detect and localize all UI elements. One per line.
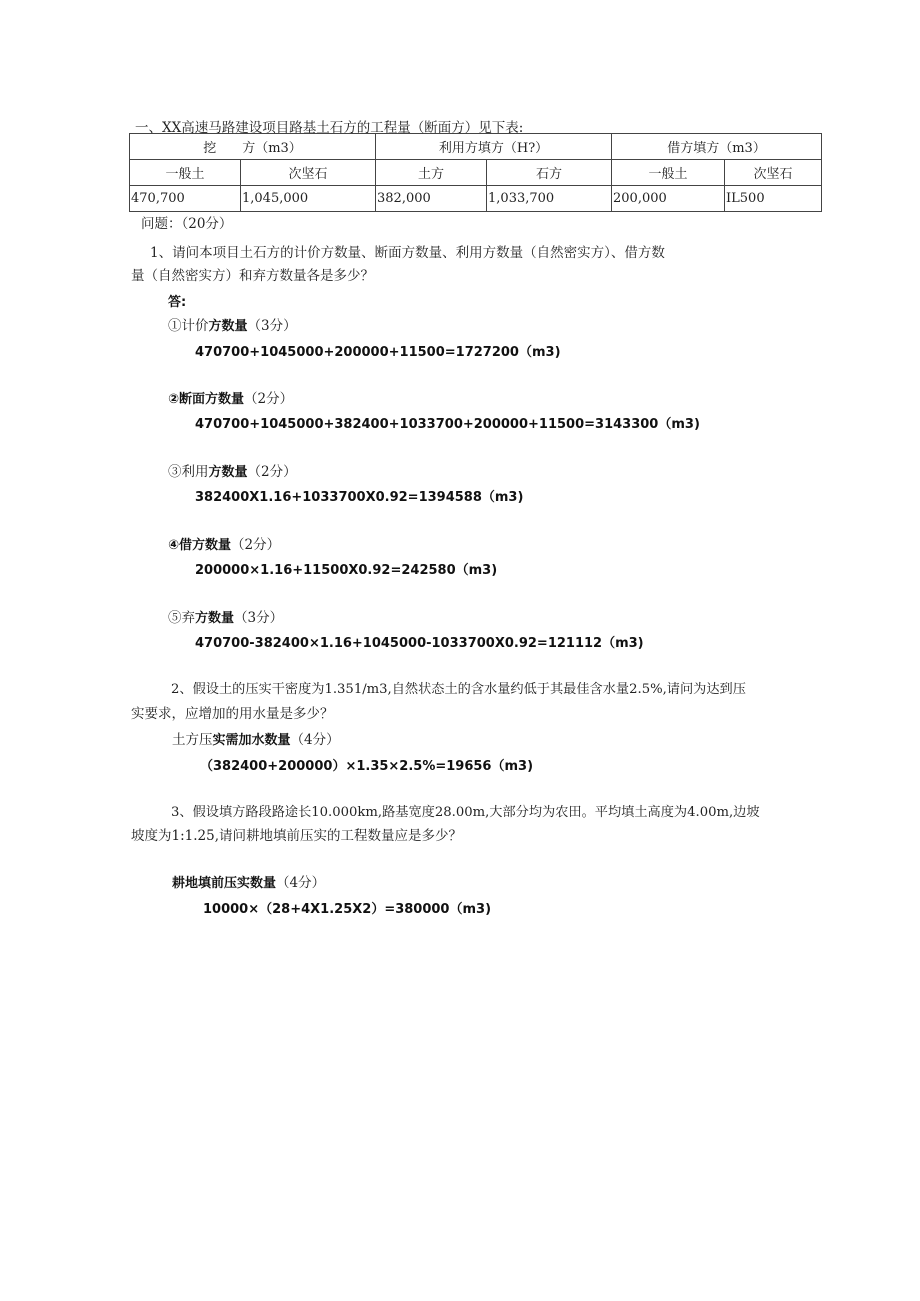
answer-item-heading [168,314,297,334]
earthwork-quantity-table [129,133,822,212]
question-3-line-1: 3、假设填方路段路途长10.000km,路基宽度28.00m,大部分均为农田。平均填土高度为4.00m,边坡 [171,805,760,820]
table-subheader: 一般土 [130,160,241,186]
question-1-line-2: 量（自然密实方）和弃方数量各是多少？ [131,268,374,284]
question-1-line-1: 1、请问本项目土石方的计价方数量、断面方数量、利用方数量（自然密实方）、借方数 [150,245,665,261]
item-title: 方数量 [195,611,235,626]
table-group-header-row [130,134,822,160]
table-subheader-row [130,160,822,186]
item-title: 方数量 [208,319,248,334]
answer-formula: 10000×（28+4X1.25X2）=380000（m3) [203,902,492,917]
item-score: （4分） [276,875,326,891]
item-title: ②断面方数量 [168,392,245,407]
item-score: （4分） [290,732,340,748]
answer-item-heading [168,606,283,626]
item-title: ④借方数量 [168,538,232,553]
item-score: （2分） [247,464,297,480]
table-subheader: 次坚石 [725,160,822,186]
answer-formula: 200000×1.16+11500X0.92=242580（m3) [195,563,498,578]
answer-formula: 382400X1.16+1033700X0.92=1394588（m3) [195,490,524,505]
intro-line: 一、XX高速马路建设项目路基土石方的工程量（断面方）见下表: [135,120,524,136]
table-cell: IL500 [725,186,822,212]
questions-label: 问题：（20分） [141,216,233,232]
answer-item-heading [172,728,340,748]
table-row [130,186,822,212]
table-cell: 1,033,700 [487,186,612,212]
question-2-line-1: 2、假设土的压实干密度为1.351/m3,自然状态土的含水量约低于其最佳含水量2.5%,请问为达到压 [171,682,746,697]
answer-formula: 470700-382400×1.16+1045000-1033700X0.92=121112（m3) [195,636,644,651]
answer-formula: （382400+200000）×1.35×2.5%=19656（m3) [200,759,534,774]
item-title: 方数量 [208,465,248,480]
item-prefix: ③利用 [168,464,209,480]
answer-label: 答: [168,295,187,310]
table-cell: 200,000 [612,186,725,212]
answer-item-heading [168,533,280,553]
item-score: （2分） [244,391,294,407]
answer-formula: 470700+1045000+200000+11500=1727200（m3) [195,345,561,360]
item-prefix: ⑤弃 [168,610,195,626]
answer-item-heading [168,387,293,407]
table-cell: 382,000 [376,186,487,212]
table-subheader: 土方 [376,160,487,186]
item-score: （3分） [247,318,297,334]
table-cell: 470,700 [130,186,241,212]
answer-item-heading [172,871,325,891]
question-3-line-2: 坡度为1:1.25,请问耕地填前压实的工程数量应是多少？ [131,828,462,844]
item-score: （2分） [231,537,281,553]
table-subheader: 次坚石 [241,160,376,186]
item-score: （3分） [234,610,284,626]
table-subheader: 石方 [487,160,612,186]
item-prefix: 土方压 [172,732,213,748]
question-2-line-2: 实要求，应增加的用水量是多少？ [131,706,334,722]
table-cell: 1,045,000 [241,186,376,212]
table-group-header: 利用方填方（H?） [376,134,612,160]
item-prefix: ①计价 [168,318,209,334]
table-group-header: 挖 方（m3） [130,134,376,160]
answer-formula: 470700+1045000+382400+1033700+200000+11500=3143300（m3) [195,417,700,432]
item-title: 耕地填前压实数量 [172,876,277,891]
item-title: 实需加水数量 [212,733,291,748]
answer-item-heading [168,460,297,480]
table-subheader: 一般土 [612,160,725,186]
table-group-header: 借方填方（m3） [612,134,822,160]
